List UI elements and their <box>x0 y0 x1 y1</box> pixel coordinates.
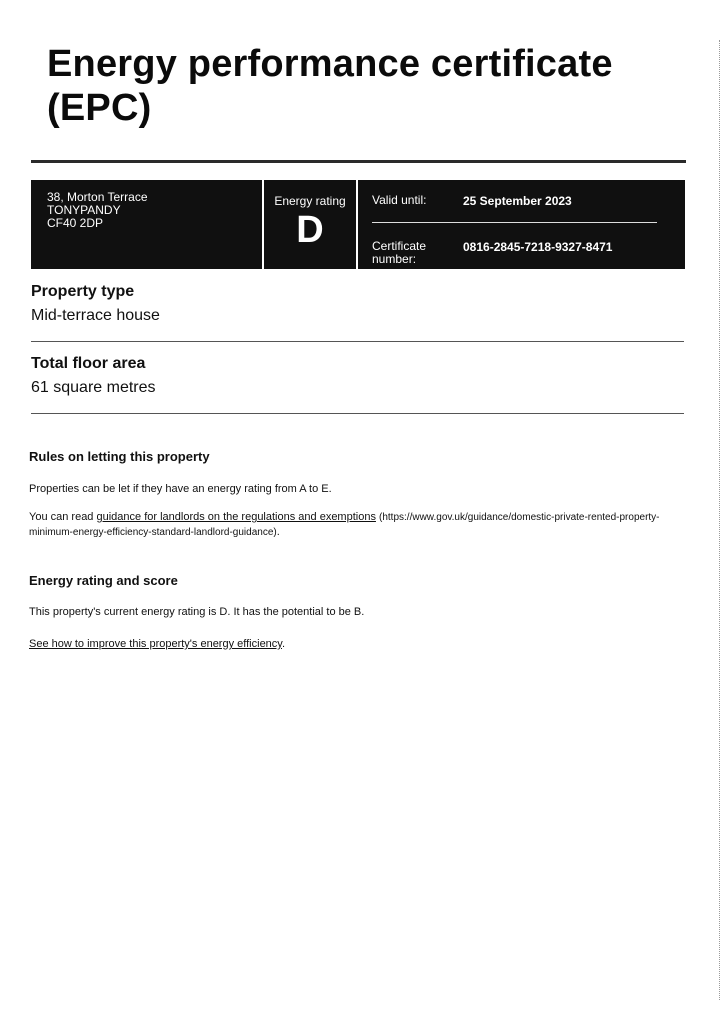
energy-rating-letter: D <box>296 209 324 251</box>
letting-rules-heading: Rules on letting this property <box>29 449 210 464</box>
guidance-prefix: You can read <box>29 511 97 523</box>
energy-score-heading: Energy rating and score <box>29 573 178 588</box>
property-type-value: Mid-terrace house <box>31 307 160 324</box>
energy-score-text: This property's current energy rating is D. It has the potential to be B. <box>29 606 365 618</box>
valid-until-value: 25 September 2023 <box>463 194 572 208</box>
letting-rules-text: Properties can be let if they have an energy rating from A to E. <box>29 483 332 495</box>
certificate-number-row <box>372 240 657 266</box>
floor-area-heading: Total floor area <box>31 355 146 372</box>
validity-panel <box>358 180 685 269</box>
guidance-suffix: . <box>276 526 280 538</box>
landlord-guidance-link[interactable]: guidance for landlords on the regulations and exemptions <box>96 511 376 523</box>
property-type-heading: Property type <box>31 283 135 300</box>
validity-divider <box>372 222 657 223</box>
title-divider <box>31 160 686 163</box>
property-type-divider <box>31 341 684 342</box>
floor-area-divider <box>31 413 684 414</box>
letting-guidance-paragraph <box>29 510 669 540</box>
address-postcode: CF40 2DP <box>47 216 104 230</box>
certificate-summary-box <box>31 180 685 269</box>
certificate-number-value: 0816-2845-7218-9327-8471 <box>463 240 613 254</box>
scan-edge <box>717 40 720 1000</box>
property-address <box>31 180 264 269</box>
valid-until-row <box>372 194 657 208</box>
improve-suffix: . <box>281 638 286 650</box>
energy-rating-panel <box>264 180 358 269</box>
address-line-2: TONYPANDY <box>47 203 121 217</box>
floor-area-value: 61 square metres <box>31 379 156 396</box>
guidance-url: (https://www.gov.uk/guidance/domestic-private-rented-property-minimum-energy-efficiency-standard-landlord-guidance) <box>29 512 660 538</box>
address-line-1: 38, Morton Terrace <box>47 190 148 204</box>
page-title: Energy performance certificate (EPC) <box>47 43 613 129</box>
valid-until-label: Valid until: <box>372 193 427 207</box>
energy-rating-label: Energy rating <box>274 194 346 208</box>
certificate-number-label: Certificate number: <box>372 239 427 266</box>
improve-efficiency-link[interactable]: See how to improve this property's energy efficiency <box>29 638 282 650</box>
improve-efficiency-paragraph <box>29 637 669 652</box>
